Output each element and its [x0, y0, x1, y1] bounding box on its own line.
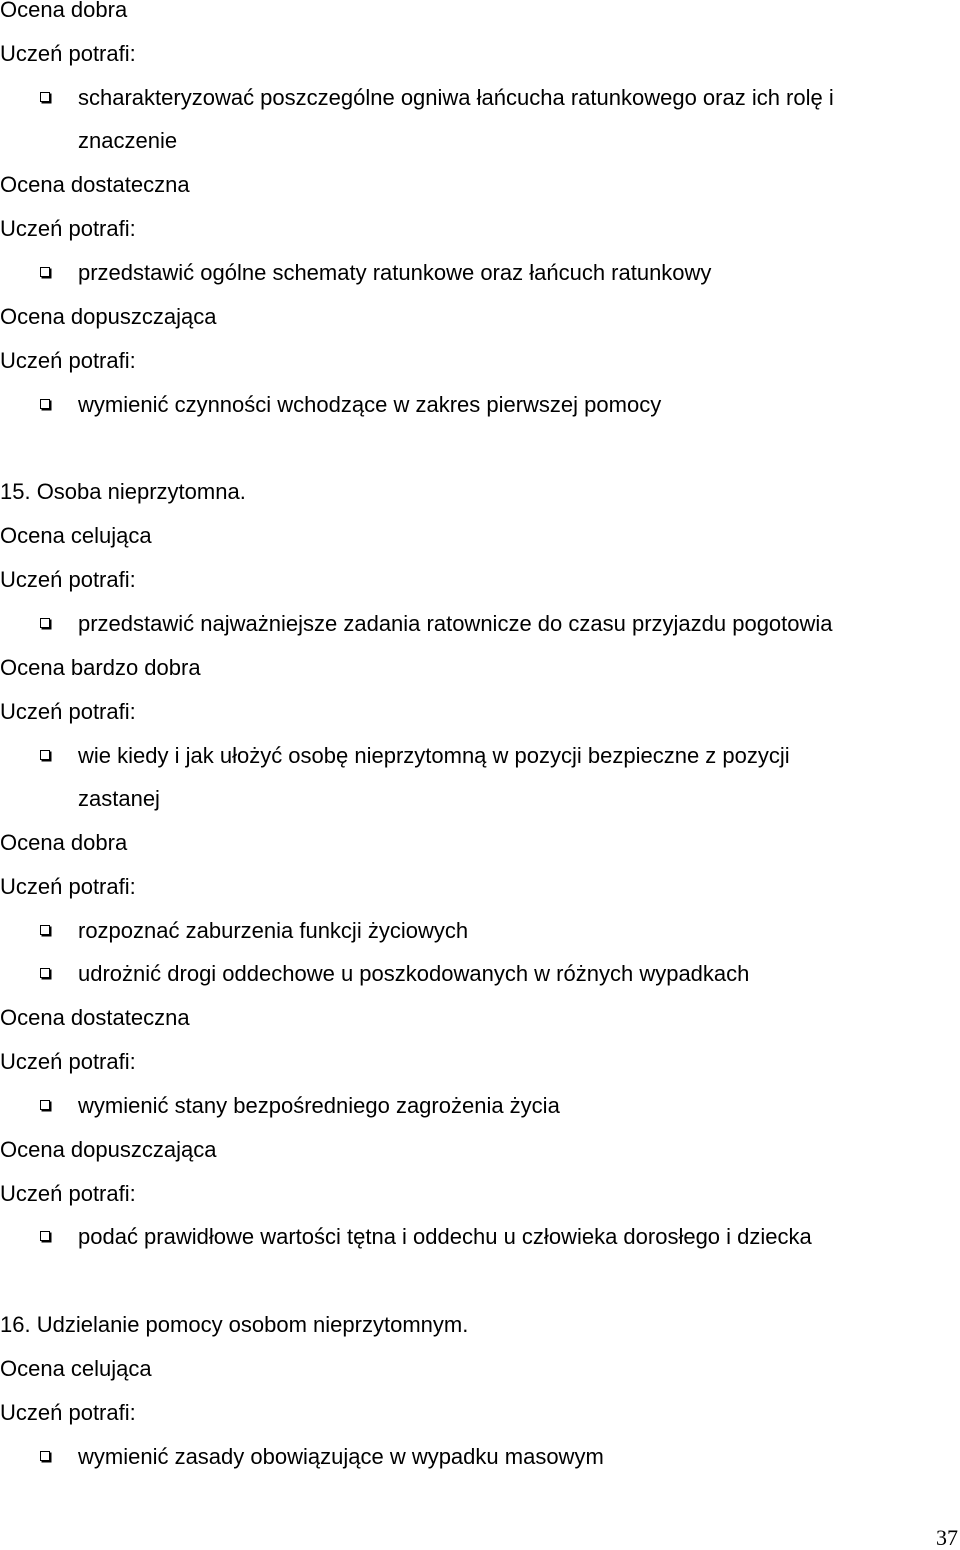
requirement-item: podać prawidłowe wartości tętna i oddechu u człowieka dorosłego i dziecka: [78, 1224, 812, 1249]
student-can-label: Uczeń potrafi:: [0, 699, 136, 724]
student-can-label: Uczeń potrafi:: [0, 41, 136, 66]
requirement-item: scharakteryzować poszczególne ogniwa łańcucha ratunkowego oraz ich rolę i: [78, 85, 834, 110]
grade-heading: Ocena dobra: [0, 0, 128, 22]
requirement-item: przedstawić ogólne schematy ratunkowe oraz łańcuch ratunkowy: [78, 260, 712, 285]
student-can-label: Uczeń potrafi:: [0, 567, 136, 592]
grade-heading: Ocena dobra: [0, 830, 128, 855]
grade-heading: Ocena celująca: [0, 523, 152, 548]
checkbox-bullet-icon: [40, 750, 50, 760]
requirement-item: rozpoznać zaburzenia funkcji życiowych: [78, 918, 469, 943]
student-can-label: Uczeń potrafi:: [0, 874, 136, 899]
checkbox-bullet-icon: [40, 925, 50, 935]
grade-heading: Ocena dostateczna: [0, 1005, 190, 1030]
checkbox-bullet-icon: [40, 1100, 50, 1110]
requirement-item: udrożnić drogi oddechowe u poszkodowanych w różnych wypadkach: [78, 961, 750, 986]
grade-heading: Ocena celująca: [0, 1356, 152, 1381]
checkbox-bullet-icon: [40, 399, 50, 409]
checkbox-bullet-icon: [40, 1451, 50, 1461]
student-can-label: Uczeń potrafi:: [0, 348, 136, 373]
student-can-label: Uczeń potrafi:: [0, 1049, 136, 1074]
page-number: 37: [936, 1525, 958, 1550]
requirement-item: wymienić stany bezpośredniego zagrożenia życia: [78, 1093, 560, 1118]
checkbox-bullet-icon: [40, 267, 50, 277]
section-title: 16. Udzielanie pomocy osobom nieprzytomnym.: [0, 1312, 469, 1337]
checkbox-bullet-icon: [40, 92, 50, 102]
requirement-item-continuation: zastanej: [78, 786, 160, 811]
requirement-item: przedstawić najważniejsze zadania ratownicze do czasu przyjazdu pogotowia: [78, 611, 833, 636]
checkbox-bullet-icon: [40, 1231, 50, 1241]
student-can-label: Uczeń potrafi:: [0, 1181, 136, 1206]
requirement-item: wie kiedy i jak ułożyć osobę nieprzytomną w pozycji bezpieczne z pozycji: [78, 743, 790, 768]
section-title: 15. Osoba nieprzytomna.: [0, 479, 246, 504]
checkbox-bullet-icon: [40, 968, 50, 978]
student-can-label: Uczeń potrafi:: [0, 216, 136, 241]
grade-heading: Ocena dopuszczająca: [0, 304, 217, 329]
requirement-item-continuation: znaczenie: [78, 128, 178, 153]
grade-heading: Ocena dopuszczająca: [0, 1137, 217, 1162]
grade-heading: Ocena bardzo dobra: [0, 655, 201, 680]
requirement-item: wymienić zasady obowiązujące w wypadku masowym: [78, 1444, 604, 1469]
requirement-item: wymienić czynności wchodzące w zakres pierwszej pomocy: [78, 392, 662, 417]
checkbox-bullet-icon: [40, 618, 50, 628]
student-can-label: Uczeń potrafi:: [0, 1400, 136, 1425]
grade-heading: Ocena dostateczna: [0, 172, 190, 197]
